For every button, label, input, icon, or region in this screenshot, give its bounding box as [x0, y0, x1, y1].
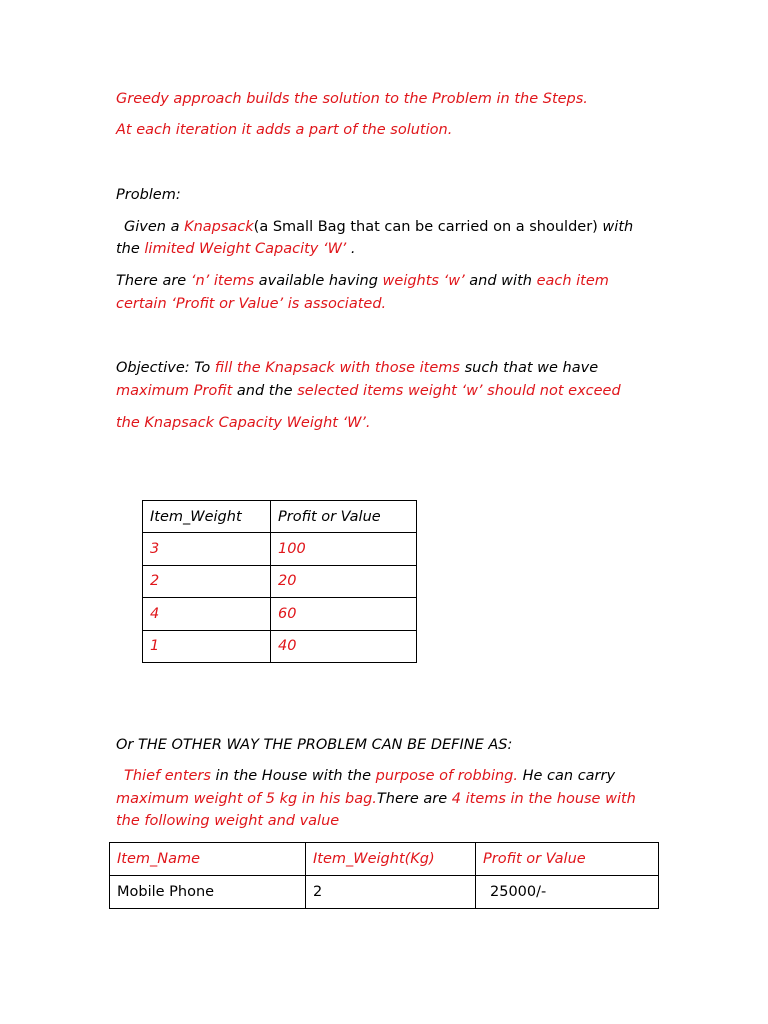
table-header-row: [143, 501, 417, 533]
highlight-span: weights ‘w’: [382, 273, 465, 289]
cell-weight: 4: [143, 598, 271, 631]
highlight-span: limited Weight Capacity ‘W’: [144, 241, 347, 257]
header-item-name: Item_Name: [110, 843, 306, 876]
header-item-weight-kg: Item_Weight(Kg): [306, 843, 476, 876]
problem-paragraph-line-4: certain ‘Profit or Value’ is associated.: [116, 296, 387, 312]
highlight-span: fill the Knapsack with those items: [214, 360, 460, 376]
text-span: available having: [254, 273, 383, 289]
cell-weight: 2: [143, 565, 271, 598]
cell-profit: 25000/-: [476, 876, 659, 909]
other-line-3: the following weight and value: [116, 813, 340, 829]
text-span: such that we have: [459, 360, 599, 376]
item-weight-profit-table: [142, 500, 417, 663]
highlight-span: ‘n’ items: [190, 273, 255, 289]
objective-line-1: [116, 359, 598, 377]
problem-heading: Problem:: [116, 187, 181, 203]
problem-paragraph-line-3: [116, 272, 609, 290]
item-name-weight-profit-table: [109, 842, 659, 909]
text-span: in the House with the: [210, 768, 376, 784]
text-span: There are: [376, 791, 452, 807]
highlight-span: Thief enters: [124, 768, 211, 784]
cell-profit: 60: [271, 598, 417, 631]
table-header-row: [110, 843, 659, 876]
table-row: [143, 565, 417, 598]
objective-line-3: the Knapsack Capacity Weight ‘W’.: [116, 415, 371, 431]
cell-item-name: Mobile Phone: [110, 876, 306, 909]
highlight-span: selected items weight ‘w’ should not exceed: [297, 383, 621, 399]
objective-line-2: [116, 382, 621, 400]
table-row: [143, 598, 417, 631]
highlight-span: maximum Profit: [116, 383, 233, 399]
highlight-span: maximum weight of 5 kg in his bag.: [116, 791, 377, 807]
cell-item-weight: 2: [306, 876, 476, 909]
cell-profit: 20: [271, 565, 417, 598]
highlight-span: Knapsack: [184, 219, 254, 235]
header-item-weight: Item_Weight: [143, 501, 271, 533]
text-span: and the: [232, 383, 298, 399]
problem-paragraph-line-2: [116, 240, 356, 258]
text-span: .: [346, 241, 356, 257]
highlight-span: purpose of robbing.: [375, 768, 518, 784]
header-profit-or-value: Profit or Value: [271, 501, 417, 533]
highlight-span: 4 items in the house with: [451, 791, 636, 807]
table-row: [110, 876, 659, 909]
text-span: Given a: [124, 219, 185, 235]
header-profit-or-value: Profit or Value: [476, 843, 659, 876]
text-span: and with: [464, 273, 537, 289]
other-line-1: [124, 767, 615, 785]
cell-profit: 40: [271, 630, 417, 663]
intro-line-2: At each iteration it adds a part of the solution.: [116, 122, 453, 138]
cell-weight: 1: [143, 630, 271, 663]
text-span: (a Small Bag that can be carried on a shoulder): [253, 219, 598, 235]
text-span: There are: [116, 273, 191, 289]
text-span: He can carry: [518, 768, 616, 784]
cell-weight: 3: [143, 533, 271, 566]
intro-line-1: Greedy approach builds the solution to the Problem in the Steps.: [116, 91, 588, 107]
other-line-2: [116, 790, 636, 808]
table-row: [143, 533, 417, 566]
highlight-span: each item: [536, 273, 609, 289]
cell-profit: 100: [271, 533, 417, 566]
text-span: with: [597, 219, 634, 235]
table-row: [143, 630, 417, 663]
other-way-heading: Or THE OTHER WAY THE PROBLEM CAN BE DEFINE AS:: [116, 737, 513, 753]
text-span: Objective: To: [116, 360, 215, 376]
text-span: the: [116, 241, 145, 257]
problem-paragraph-line-1: [124, 218, 633, 236]
